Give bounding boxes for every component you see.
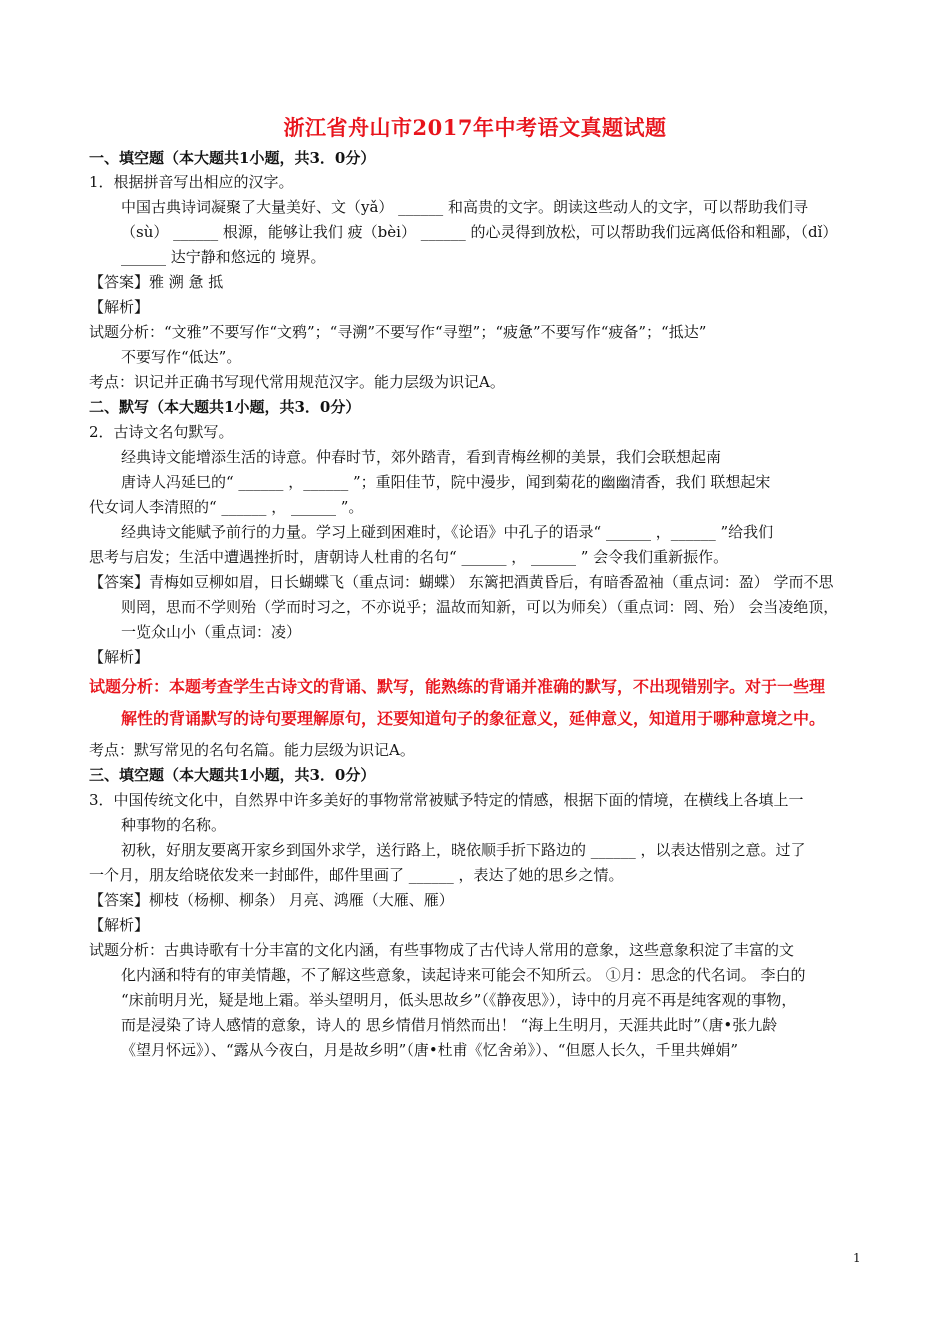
page-title: 浙江省舟山市2017年中考语文真题试题 (283, 115, 667, 140)
question-2-text-line: 经典诗文能赋予前行的力量。学习上碰到困难时，《论语》中孔子的语录“ ______ ，______ ”给我们 (121, 523, 774, 541)
answer-2-line: 【答案】青梅如豆柳如眉，日长蝴蝶飞（重点词：蝴蝶） 东篱把酒黄昏后，有暗香盈袖（重点词：盈） 学而不思 (89, 573, 834, 591)
analysis-1-label: 【解析】 (89, 298, 150, 316)
question-1-text-line: （sù） ______ 根源，能够让我们 疲（bèi） ______ 的心灵得到放松，可以帮助我们远离低俗和粗鄙，（dǐ） (121, 223, 838, 241)
question-2-text-line: 思考与启发；生活中遭遇挫折时，唐朝诗人杜甫的名句“ ______ ， ______ ” 会令我们重新振作。 (89, 548, 729, 566)
analysis-3-line: “床前明月光，疑是地上霜。举头望明月，低头思故乡”（《静夜思》），诗中的月亮不再是纯客观的事物， (121, 991, 797, 1009)
section-1-heading: 一、填空题（本大题共1小题，共3．0分） (89, 149, 376, 167)
answer-2-line: 则罔，思而不学则殆（学而时习之，不亦说乎；温故而知新，可以为师矣）（重点词：罔、殆） 会当凌绝顶， (121, 598, 839, 616)
analysis-3-line: 而是浸染了诗人感情的意象，诗人的 思乡情借月悄然而出！ “海上生明月，天涯共此时”（唐•张九龄 (121, 1016, 778, 1034)
kaodian-2: 考点：默写常见的名句名篇。能力层级为识记A。 (89, 741, 415, 759)
answer-1: 【答案】雅 溯 惫 抵 (89, 273, 224, 291)
question-1-text-line: ______ 达宁静和悠远的 境界。 (121, 248, 326, 266)
analysis-3-label: 【解析】 (89, 916, 150, 934)
question-2-text-line: 代女词人李清照的“ ______ ， ______ ”。 (89, 498, 364, 516)
question-3-text-line: 一个月，朋友给晓依发来一封邮件，邮件里画了 ______ ，表达了她的思乡之情。 (89, 866, 624, 884)
question-1-text-line: 中国古典诗词凝聚了大量美好、文（yǎ） ______ 和高贵的文字。朗读这些动人的文字，可以帮助我们寻 (121, 198, 808, 216)
analysis-3-line: 《望月怀远》）、“露从今夜白，月是故乡明”（唐•杜甫《忆舍弟》）、“但愿人长久，千里共婵娟” (121, 1041, 739, 1059)
question-1-prompt: 1．根据拼音写出相应的汉字。 (89, 173, 294, 191)
analysis-3-line: 试题分析：古典诗歌有十分丰富的文化内涵，有些事物成了古代诗人常用的意象，这些意象积淀了丰富的文 (89, 941, 795, 959)
question-3-prompt: 3．中国传统文化中，自然界中许多美好的事物常常被赋予特定的情感，根据下面的情境，在横线上各填上一 (89, 791, 804, 809)
question-3-text-line: 初秋，好朋友要离开家乡到国外求学，送行路上，晓依顺手折下路边的 ______ ，以表达惜别之意。过了 (121, 841, 806, 859)
analysis-1-line: 试题分析：“文雅”不要写作“文鸦”；“寻溯”不要写作“寻塑”；“疲惫”不要写作“疲备”；“抵达” (89, 323, 707, 341)
question-2-text-line: 唐诗人冯延巳的“ ______ ，______ ”；重阳佳节，院中漫步，闻到菊花的幽幽清香，我们 联想起宋 (121, 473, 771, 491)
question-2-text-line: 经典诗文能增添生活的诗意。仲春时节，郊外踏青，看到青梅丝柳的美景，我们会联想起南 (121, 448, 722, 466)
analysis-2-highlight-line: 试题分析：本题考查学生古诗文的背诵、默写，能熟练的背诵并准确的默写，不出现错别字。对于一些理 (89, 677, 826, 696)
question-3-text-line: 种事物的名称。 (121, 816, 227, 834)
section-3-heading: 三、填空题（本大题共1小题，共3．0分） (89, 766, 376, 784)
kaodian-1: 考点：识记并正确书写现代常用规范汉字。能力层级为识记A。 (89, 373, 505, 391)
analysis-3-line: 化内涵和特有的审美情趣，不了解这些意象，读起诗来可能会不知所云。 ①月：思念的代名词。 李白的 (121, 966, 806, 984)
analysis-2-highlight-line: 解性的背诵默写的诗句要理解原句，还要知道句子的象征意义，延伸意义，知道用于哪种意境之中。 (121, 709, 826, 728)
answer-2-line: 一览众山小（重点词：凌） (121, 623, 302, 641)
answer-3: 【答案】柳枝（杨柳、柳条） 月亮、鸿雁（大雁、雁） (89, 891, 454, 909)
question-2-prompt: 2．古诗文名句默写。 (89, 423, 234, 441)
section-2-heading: 二、默写（本大题共1小题，共3．0分） (89, 398, 361, 416)
page-number: 1 (853, 1251, 861, 1265)
analysis-2-label: 【解析】 (89, 648, 150, 666)
analysis-1-line: 不要写作“低达”。 (121, 348, 242, 366)
